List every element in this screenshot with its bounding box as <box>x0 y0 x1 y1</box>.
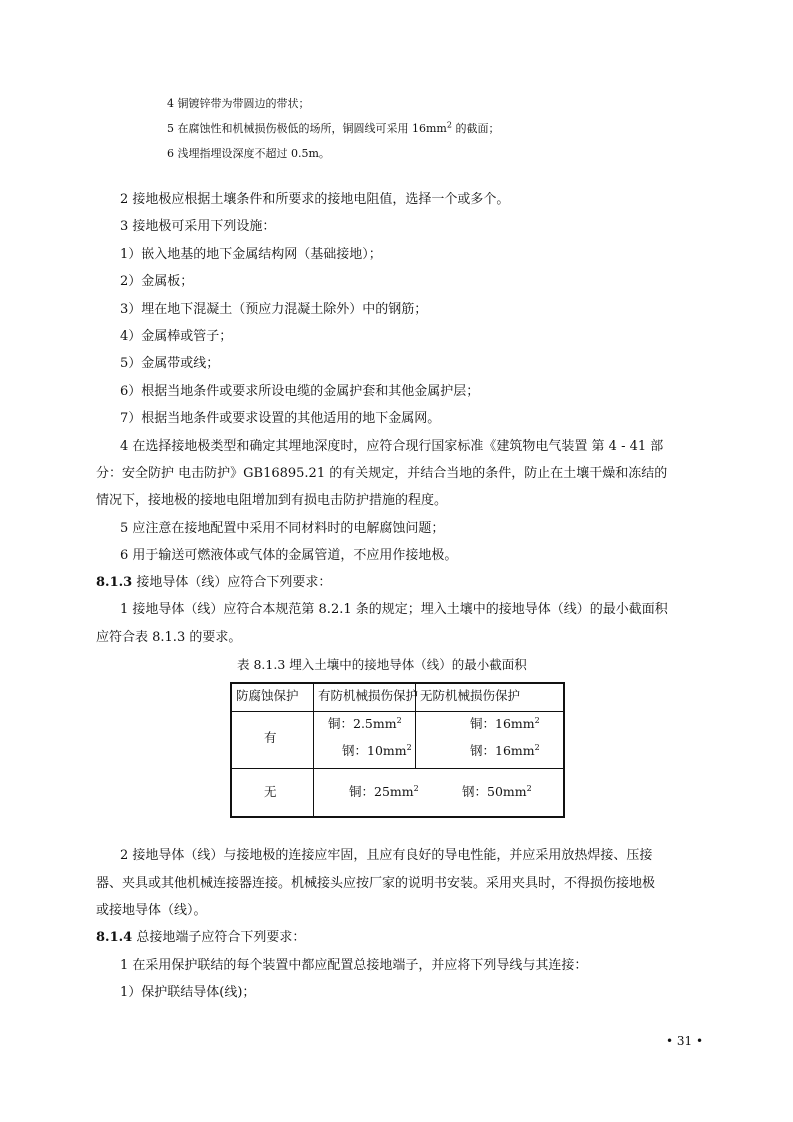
paragraph-4-line3: 情况下，接地极的接地电阻增加到有损电击防护措施的程度。 <box>96 493 448 508</box>
list-item: 2）金属板； <box>120 274 194 289</box>
table-cell-row-label: 有 <box>264 730 277 745</box>
section-8-1-4-p1: 1 在采用保护联结的每个装置中都应配置总接地端子，并应将下列导线与其连接： <box>120 958 588 973</box>
table-rule <box>313 684 314 768</box>
paragraph-2-after-table-line1: 2 接地导体（线）与接地极的连接应牢固，且应有良好的导电性能，并应采用放热焊接、压接 <box>120 848 653 863</box>
section-8-1-3-heading: 8.1.3 接地导体（线）应符合下列要求： <box>96 575 332 590</box>
list-item: 5）金属带或线； <box>120 356 220 371</box>
list-item: 1）保护联结导体(线)； <box>120 985 256 1000</box>
page-number: • 31 • <box>666 1034 704 1048</box>
table-header: 无防机械损伤保护 <box>420 688 521 703</box>
note-6: 6 浅埋指埋设深度不超过 0.5m。 <box>167 147 330 160</box>
list-item: 4）金属棒或管子； <box>120 329 233 344</box>
paragraph-4-line2: 分：安全防护 电击防护》GB16895.21 的有关规定，并结合当地的条件，防止在土壤干燥和冻结的 <box>96 466 668 481</box>
list-item: 6）根据当地条件或要求所设电缆的金属护套和其他金属护层； <box>120 384 480 399</box>
list-item: 7）根据当地条件或要求设置的其他适用的地下金属网。 <box>120 411 441 426</box>
table-cell: 铜：$2.5mm^2$ <box>328 715 402 731</box>
table-caption: 表 8.1.3 埋入土壤中的接地导体（线）的最小截面积 <box>237 657 527 672</box>
list-item: 3）埋在地下混凝土（预应力混凝土除外）中的钢筋； <box>120 302 428 317</box>
note-4: 4 铜镀锌带为带圆边的带状； <box>167 97 310 110</box>
paragraph-5: 5 应注意在接地配置中采用不同材料时的电解腐蚀问题； <box>120 521 445 536</box>
section-8-1-3-p1-line1: 1 接地导体（线）应符合本规范第 8.2.1 条的规定；埋入土壤中的接地导体（线）的最小截面积 <box>120 602 668 617</box>
table-cell-row-label: 无 <box>264 784 277 799</box>
table-rule <box>232 711 563 712</box>
section-8-1-4-heading: 8.1.4 总接地端子应符合下列要求： <box>96 930 306 945</box>
table-cell: 铜：$25mm^2$ <box>349 783 419 799</box>
section-number: 8.1.4 <box>96 930 133 945</box>
table-cell: 钢：$16mm^2$ <box>470 742 540 758</box>
table-rule <box>232 768 563 769</box>
table-header: 防腐蚀保护 <box>236 688 299 703</box>
table-cell: 钢：$50mm^2$ <box>462 783 532 799</box>
section-8-1-3-p1-line2: 应符合表 8.1.3 的要求。 <box>96 630 242 645</box>
paragraph-6: 6 用于输送可燃液体或气体的金属管道，不应用作接地极。 <box>120 548 458 563</box>
min-cross-section-table <box>230 682 565 818</box>
note-5: 5 在腐蚀性和机械损伤极低的场所，铜圆线可采用 $16mm^2$ 的截面； <box>167 120 500 135</box>
paragraph-2-after-table-line2: 器、夹具或其他机械连接器连接。机械接头应按厂家的说明书安装。采用夹具时，不得损伤接地极 <box>96 876 656 891</box>
section-number: 8.1.3 <box>96 575 133 590</box>
table-rule <box>313 768 314 818</box>
paragraph-2: 2 接地极应根据土壤条件和所要求的接地电阻值，选择一个或多个。 <box>120 192 510 207</box>
paragraph-4-line1: 4 在选择接地极类型和确定其埋地深度时，应符合现行国家标准《建筑物电气装置 第 4 - 41 部 <box>120 439 664 454</box>
table-header: 有防机械损伤保护 <box>318 688 419 703</box>
paragraph-3: 3 接地极可采用下列设施： <box>120 219 276 234</box>
list-item: 1）嵌入地基的地下金属结构网（基础接地）； <box>120 247 382 262</box>
table-cell: 钢：$10mm^2$ <box>342 742 412 758</box>
paragraph-2-after-table-line3: 或接地导体（线）。 <box>96 903 207 918</box>
table-cell: 铜：$16mm^2$ <box>470 715 540 731</box>
